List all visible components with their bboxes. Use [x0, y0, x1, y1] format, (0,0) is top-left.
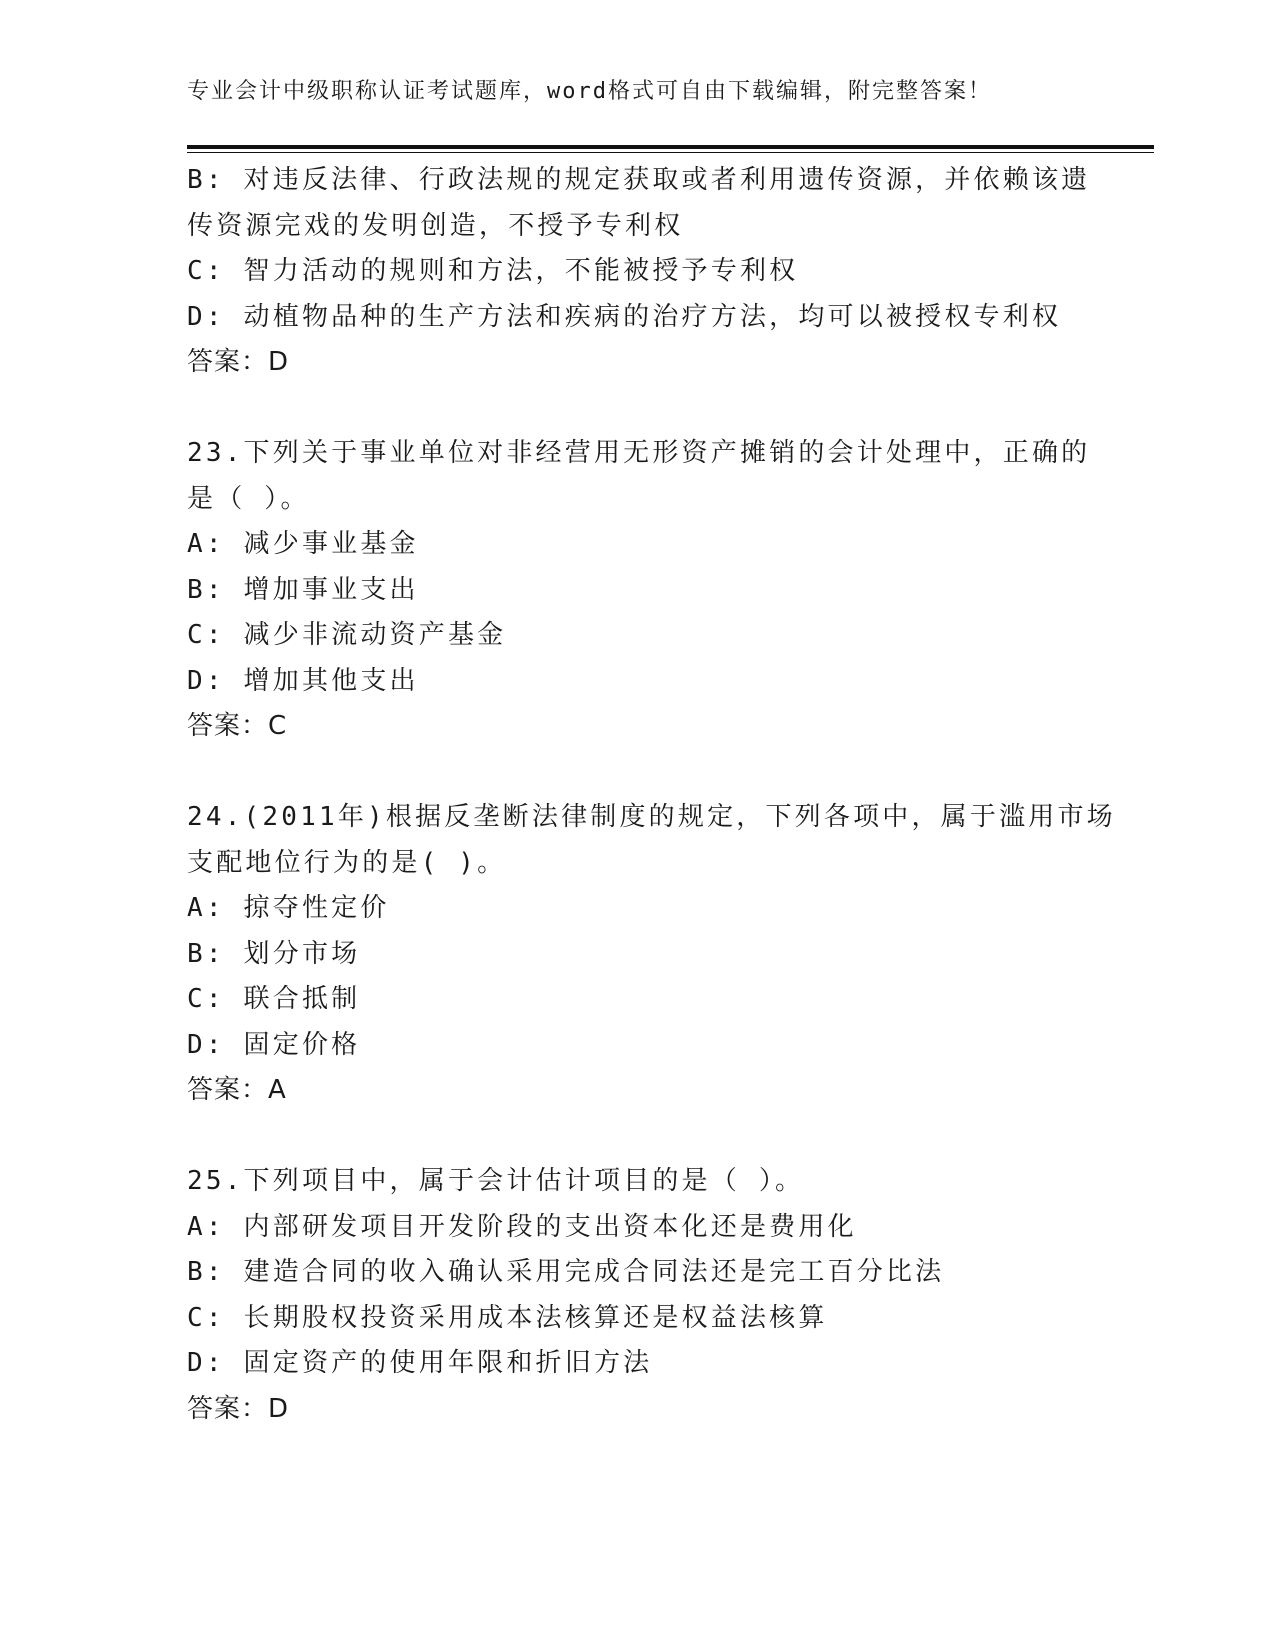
page-header: 专业会计中级职称认证考试题库，word格式可自由下载编辑，附完整答案！: [187, 79, 992, 104]
option-c: C: 联合抵制: [187, 984, 361, 1014]
option-b: B: 增加事业支出: [187, 574, 419, 605]
spacer: [187, 750, 1087, 796]
option-d: D: 动植物品种的生产方法和疾病的治疗方法，均可以被授权专利权: [187, 301, 1062, 332]
header-rule-thick: [187, 145, 1154, 149]
answer-line: 答案：A: [187, 1075, 287, 1105]
question-stem-line-1: 24.(2011年)根据反垄断法律制度的规定，下列各项中，属于滥用市场: [187, 802, 1116, 832]
option-d: D: 固定价格: [187, 1029, 361, 1060]
answer-line: 答案：C: [187, 711, 288, 741]
spacer: [187, 1114, 1087, 1160]
answer-line: 答案：D: [187, 1393, 290, 1424]
header-rule-thin: [187, 152, 1154, 153]
option-b-line-1: B: 对违反法律、行政法规的规定获取或者利用遗传资源，并依赖该遗: [187, 165, 1091, 195]
option-a: A: 内部研发项目开发阶段的支出资本化还是费用化: [187, 1211, 857, 1242]
question-24: [187, 795, 1116, 1114]
option-b: B: 划分市场: [187, 938, 361, 969]
spacer: [187, 386, 1087, 432]
answer-line: 答案：D: [187, 347, 290, 377]
question-stem-line-1: 23.下列关于事业单位对非经营用无形资产摊销的会计处理中，正确的: [187, 438, 1091, 468]
question-23: [187, 431, 1091, 750]
option-c: C: 减少非流动资产基金: [187, 620, 507, 650]
question-stem-line-2: 是（ ）。: [187, 483, 310, 514]
option-b: B: 建造合同的收入确认采用完成合同法还是完工百分比法: [187, 1257, 945, 1287]
option-a: A: 掠夺性定价: [187, 893, 390, 923]
question-content: [187, 158, 1116, 1432]
question-25: [187, 1159, 1087, 1432]
option-d: D: 增加其他支出: [187, 665, 419, 696]
option-c: C: 智力活动的规则和方法，不能被授予专利权: [187, 256, 799, 286]
option-b-line-2: 传资源完戏的发明创造，不授予专利权: [187, 210, 684, 241]
option-d: D: 固定资产的使用年限和折旧方法: [187, 1348, 653, 1378]
question-22-continuation: [187, 158, 1091, 386]
question-stem-line-1: 25.下列项目中，属于会计估计项目的是（ ）。: [187, 1166, 805, 1196]
question-stem-line-2: 支配地位行为的是( )。: [187, 847, 507, 878]
option-c: C: 长期股权投资采用成本法核算还是权益法核算: [187, 1302, 828, 1333]
option-a: A: 减少事业基金: [187, 529, 419, 559]
